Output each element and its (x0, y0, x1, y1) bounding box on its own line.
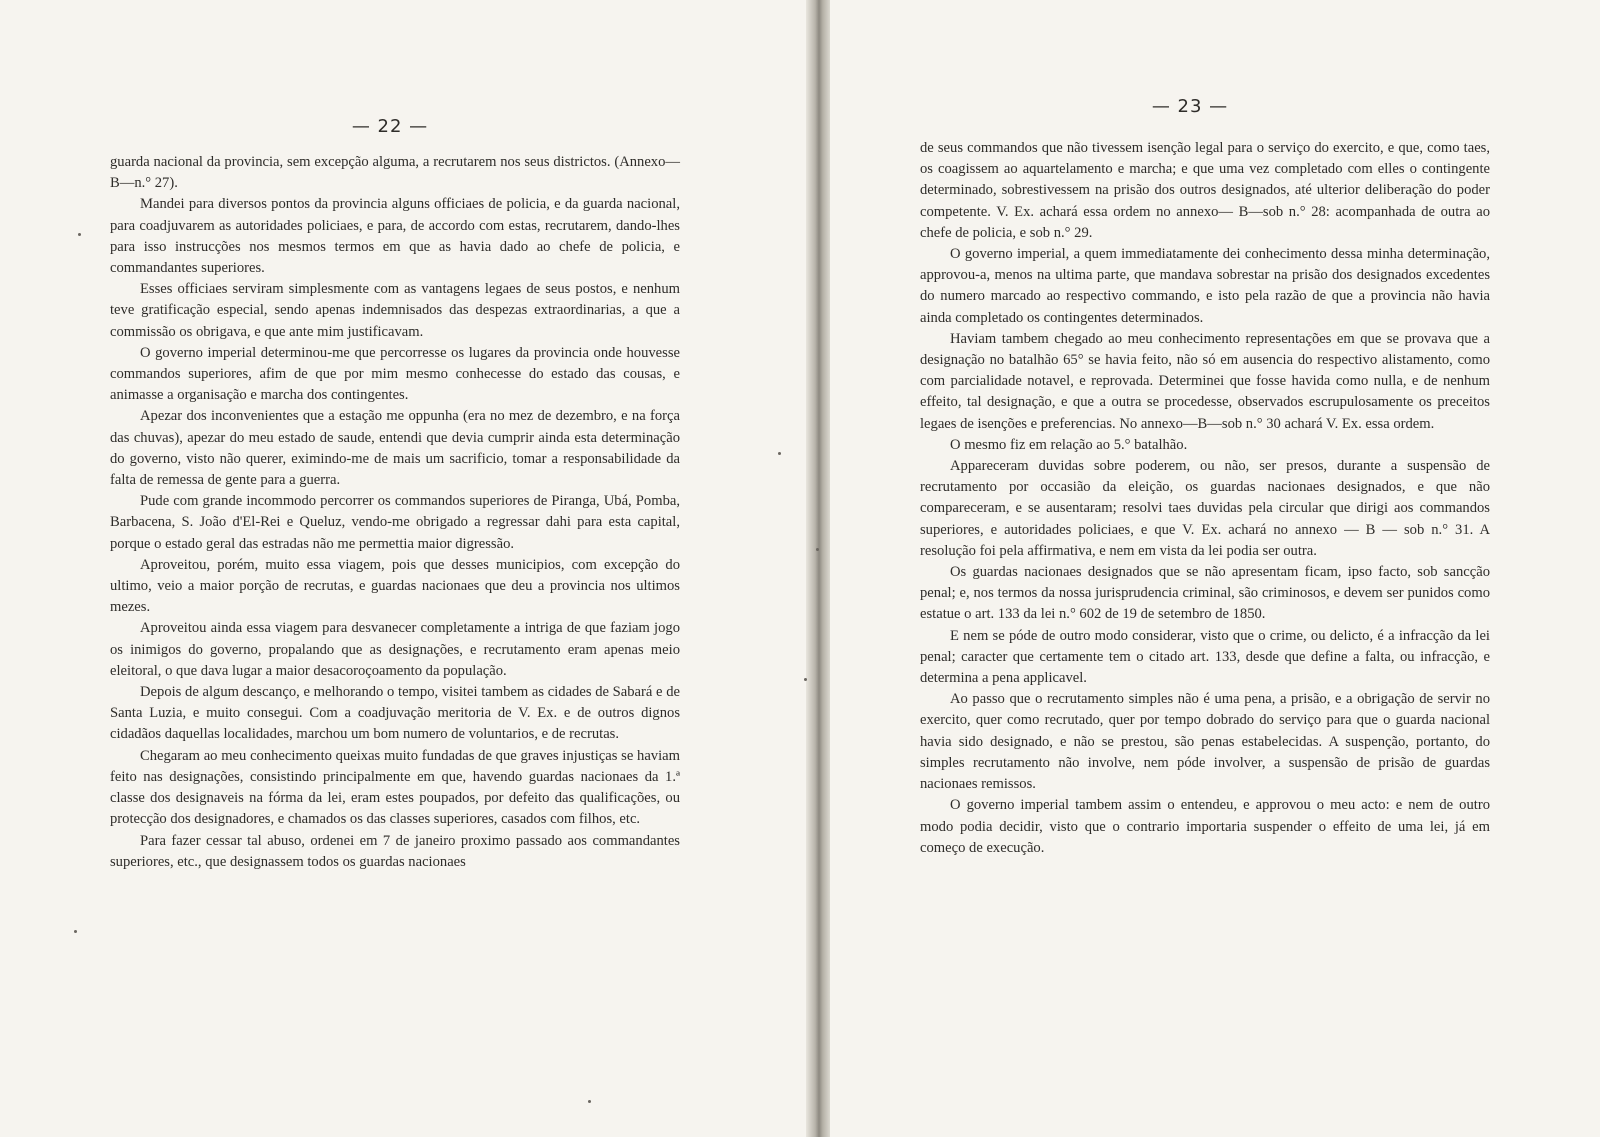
paragraph: Chegaram ao meu conhecimento queixas muito fundadas de que graves injustiças se haviam feito nas designações, consistindo principalmente em que, havendo guardas nacionaes da 1.ª classe dos designaveis na fórma da lei, eram estes poupados, por defeito das qualificações, ou protecção dos designadores, e chamados os das classes superiores, casados com filhos, etc. (110, 747, 680, 828)
paragraph: O governo imperial, a quem immediatamente dei conhecimento dessa minha determinação, approvou-a, menos na ultima parte, que mandava sobrestar na prisão dos designados excedentes do numero marcado ao respectivo commando, e isto pela razão de que a provincia não havia ainda completado os contingentes determinados. (920, 246, 1490, 326)
paragraph: O mesmo fiz em relação ao 5.° batalhão. (950, 436, 1188, 453)
paragraph: de seus commandos que não tivessem isenção legal para o serviço do exercito, e que, como taes, os coagissem ao aquartelamento e marcha; e que uma vez completado com elles o contingente determinado, sobrestivessem na prisão dos outros designados, até ulterior deliberação do poder competente. V. Ex. achará essa ordem no annexo— B—sob n.° 28: acompanhada de outra ao chefe de policia, e sob n.° 29. (920, 140, 1490, 241)
page-speck (804, 678, 807, 681)
paragraph: O governo imperial determinou-me que percorresse os lugares da provincia onde houvesse commandos superiores, afim de que por mim mesmo conhecesse do estado das cousas, e animasse a organisação e marcha dos contingentes. (110, 344, 680, 404)
page-number: — 22 — (351, 116, 429, 137)
paragraph: Aproveitou ainda essa viagem para desvanecer completamente a intriga de que faziam jogo os inimigos do governo, propalando que as designações, e recrutamento eram apenas meio eleitoral, o que dava lugar a maior desacoroçoamento da população. (110, 620, 680, 679)
book-gutter (806, 0, 832, 1137)
paragraph: Depois de algum descanço, e melhorando o tempo, visitei tambem as cidades de Sabará e de Santa Luzia, e muito consegui. Com a coadjuvação meritoria de V. Ex. e de outros dignos cidadãos daquellas localidades, marchou um bom numero de voluntarios, e de recrutas. (110, 684, 680, 743)
paragraph: Mandei para diversos pontos da provincia alguns officiaes de policia, e da guarda nacional, para coadjuvarem as autoridades policiaes, e para, de accordo com estas, recrutarem, dando-lhes para isso instrucções nos mesmos termos em que as havia dado ao chefe de policia, e commandantes superiores. (110, 196, 680, 277)
paragraph: guarda nacional da provincia, sem excepção alguma, a recrutarem nos seus districtos. (Annexo—B—n.° 27). (110, 154, 680, 192)
paragraph: Aproveitou, porém, muito essa viagem, pois que desses municipios, com excepção do ultimo, veio a maior porção de recrutas, e guardas nacionaes que deu a provincia nos ultimos mezes. (110, 556, 680, 616)
right-page (830, 0, 1600, 1137)
paragraph: O governo imperial tambem assim o entendeu, e approvou o meu acto: e nem de outro modo podia decidir, visto que o contrario importaria suspender o effeito de uma lei, já em começo de execução. (920, 797, 1490, 856)
page-speck (816, 548, 819, 551)
paragraph: Para fazer cessar tal abuso, ordenei em 7 de janeiro proximo passado aos commandantes superiores, etc., que designassem todos os guardas nacionaes (110, 832, 680, 870)
page-speck (78, 233, 81, 236)
paragraph: E nem se póde de outro modo considerar, visto que o crime, ou delicto, é a infracção da lei penal; caracter que certamente tem o citado art. 133, desde que define a falta, ou infracção, e determina a pena applicavel. (920, 627, 1490, 687)
right-page-text (920, 138, 1490, 859)
paragraph: Appareceram duvidas sobre poderem, ou não, ser presos, durante a suspensão de recrutamento por occasião da eleição, os guardas nacionaes designados, e que não compareceram, e se ausentaram; resolvi taes duvidas pela circular que dirigi aos commandos superiores, e autoridades policiaes, e que V. Ex. achará no annexo — B — sob n.° 31. A resolução foi pela affirmativa, e nem em vista da lei podia ser outra. (920, 458, 1490, 559)
page-number: — 23 — (1151, 96, 1229, 117)
paragraph: Apezar dos inconvenientes que a estação me oppunha (era no mez de dezembro, e na força das chuvas), apezar do meu estado de saude, entendi que devia cumprir ainda esta determinação do governo, visto não querer, eximindo-me de mais um sacrificio, tomar a responsabilidade da falta de remessa de gente para a guerra. (110, 408, 680, 489)
page-speck (778, 452, 781, 455)
paragraph: Esses officiaes serviram simplesmente com as vantagens legaes de seus postos, e nenhum teve gratificação especial, sendo apenas indemnisados das despezas extraordinarias, a que a commissão os obrigava, e que ante mim justificavam. (110, 281, 680, 340)
page-speck (588, 1100, 591, 1103)
paragraph: Pude com grande incommodo percorrer os commandos superiores de Piranga, Ubá, Pomba, Barbacena, S. João d'El-Rei e Queluz, vendo-me obrigado a regressar dahi para esta capital, porque o estado geral das estradas não me permettia maior digressão. (110, 493, 680, 552)
paragraph: Ao passo que o recrutamento simples não é uma pena, a prisão, e a obrigação de servir no exercito, quer como recrutado, quer por tempo dobrado do serviço para que o guarda nacional havia sido designado, e não se prestou, são penas estabelecidas. A suspenção, portanto, do simples recrutamento não involve, nem póde involver, a suspensão de prisão de guardas nacionaes remissos. (920, 691, 1490, 793)
paragraph: Os guardas nacionaes designados que se não apresentam ficam, ipso facto, sob sancção penal; e, nos termos da nossa jurisprudencia criminal, são criminosos, e devem ser punidos como estatue o art. 133 da lei n.° 602 de 19 de setembro de 1850. (920, 564, 1490, 623)
left-page-text (110, 152, 680, 873)
page-speck (74, 930, 77, 933)
paragraph: Haviam tambem chegado ao meu conhecimento representações em que se provava que a designação no batalhão 65° se havia feito, não só em ausencia do respectivo alistamento, como com parcialidade notavel, e reprovada. Determinei que fosse havida como nulla, e de nenhum effeito, tal designação, e que a outra se procedesse, observados escrupulosamente os preceitos legaes de isenções e preferencias. No annexo—B—sob n.° 30 achará V. Ex. essa ordem. (920, 330, 1490, 432)
